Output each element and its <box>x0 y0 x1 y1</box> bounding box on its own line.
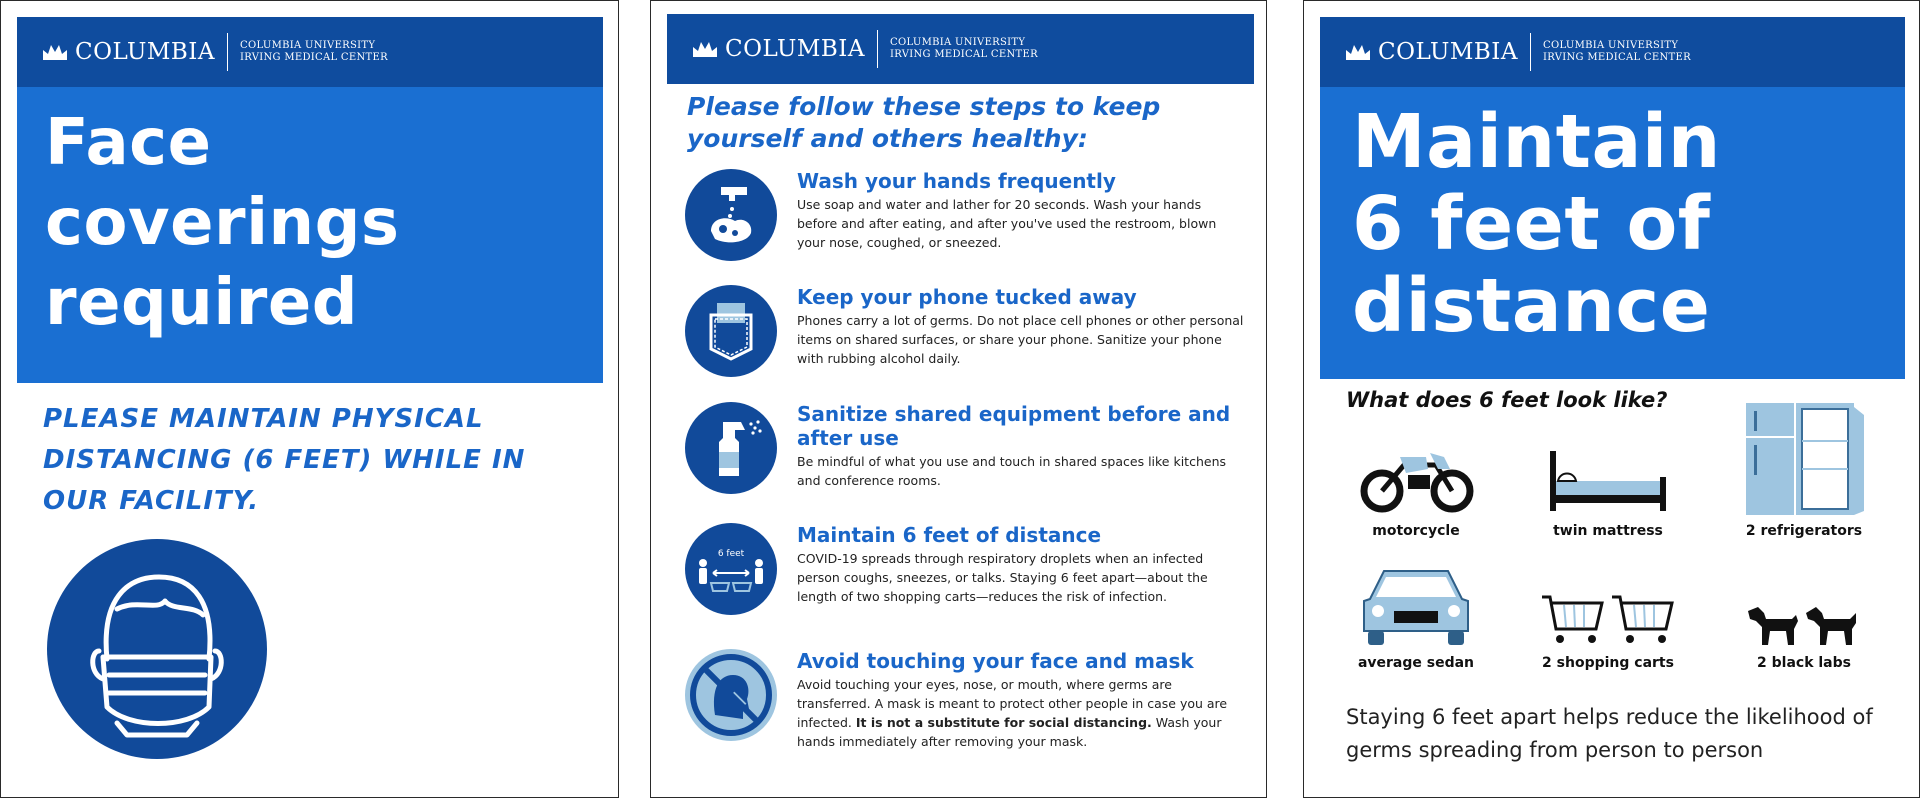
step-heading: Keep your phone tucked away <box>797 285 1137 309</box>
step-text <box>797 169 1245 252</box>
six-feet-question: What does 6 feet look like? <box>1346 388 1668 412</box>
brand-subtitle <box>1543 40 1691 64</box>
brand-subtitle <box>240 40 388 64</box>
header-divider <box>1530 33 1531 71</box>
crown-icon <box>1344 42 1372 62</box>
columbia-header <box>17 17 603 87</box>
item-label: 2 shopping carts <box>1542 655 1674 671</box>
columbia-header <box>667 14 1254 84</box>
item-label: motorcycle <box>1372 523 1460 539</box>
step-body: Be mindful of what you use and touch in shared spaces like kitchens and conference rooms. <box>797 454 1227 488</box>
step-text <box>797 649 1245 751</box>
step-phone-away <box>685 285 1245 385</box>
six-feet-label: 6 feet <box>717 549 745 559</box>
item-sedan <box>1326 563 1506 671</box>
title-band <box>1320 87 1905 379</box>
step-body-text-end: Wash your hands immediately after removing your mask. <box>797 715 1222 749</box>
bed-icon <box>1544 439 1672 517</box>
brand-subtitle-line1: COLUMBIA UNIVERSITY <box>240 40 376 51</box>
item-refrigerators <box>1714 401 1894 539</box>
title-band <box>17 87 603 383</box>
no-face-touch-icon <box>685 649 777 741</box>
poster-health-steps <box>650 0 1267 798</box>
step-avoid-face <box>685 649 1245 779</box>
item-twin-mattress <box>1518 439 1698 539</box>
step-body-text: Avoid touching your eyes, nose, or mouth, where germs are transferred. A mask is meant to protect other people in case you are infected. <box>797 677 1228 730</box>
six-feet-footer: Staying 6 feet apart helps reduce the likelihood of germs spreading from person to person <box>1346 705 1873 762</box>
brand-name: COLUMBIA <box>1378 39 1519 65</box>
refrigerator-icon <box>1740 401 1868 517</box>
item-black-labs <box>1714 601 1894 671</box>
brand-subtitle-line2: IRVING MEDICAL CENTER <box>890 49 1038 60</box>
step-heading: Avoid touching your face and mask <box>797 649 1194 673</box>
brand-name: COLUMBIA <box>725 36 866 62</box>
step-body: COVID-19 spreads through respiratory droplets when an infected person coughs, sneezes, or talks. Staying 6 feet apart—about the length of two shopping carts—reduces the risk of infection. <box>797 551 1208 604</box>
header-divider <box>877 30 878 68</box>
motorcycle-icon <box>1356 439 1476 517</box>
step-heading: Wash your hands frequently <box>797 169 1116 193</box>
header-divider <box>227 33 228 71</box>
step-text <box>797 285 1245 368</box>
step-body <box>797 675 1245 751</box>
distancing-notice: PLEASE MAINTAIN PHYSICAL DISTANCING (6 FEET) WHILE IN OUR FACILITY. <box>43 404 526 516</box>
step-heading: Sanitize shared equipment before and after use <box>797 402 1231 450</box>
brand-subtitle <box>890 37 1038 61</box>
item-shopping-carts <box>1518 591 1698 671</box>
steps-title: Please follow these steps to keep yourself and others healthy: <box>687 92 1161 153</box>
car-icon <box>1356 563 1476 649</box>
brand-subtitle-line2: IRVING MEDICAL CENTER <box>1543 52 1691 63</box>
crown-icon <box>691 39 719 59</box>
shopping-cart-icon <box>1538 591 1678 649</box>
hand-washing-icon <box>685 169 777 261</box>
item-label: twin mattress <box>1553 523 1663 539</box>
dog-icon <box>1744 601 1864 649</box>
item-label: 2 refrigerators <box>1745 523 1863 539</box>
brand-subtitle-line2: IRVING MEDICAL CENTER <box>240 52 388 63</box>
step-text <box>797 402 1245 490</box>
step-text <box>797 523 1245 606</box>
item-motorcycle <box>1326 439 1506 539</box>
step-sanitize <box>685 402 1245 502</box>
item-label: average sedan <box>1357 655 1475 671</box>
poster-title: Maintain 6 feet of distance <box>1352 99 1721 349</box>
columbia-header <box>1320 17 1905 87</box>
item-label: 2 black labs <box>1757 655 1851 671</box>
brand-subtitle-line1: COLUMBIA UNIVERSITY <box>1543 40 1679 51</box>
face-mask-icon <box>47 539 267 759</box>
step-body: Phones carry a lot of germs. Do not place cell phones or other personal items on shared surfaces, or share your phone. Sanitize your phone with rubbing alcohol daily. <box>797 313 1244 366</box>
brand-subtitle-line1: COLUMBIA UNIVERSITY <box>890 37 1026 48</box>
poster-face-coverings <box>0 0 619 798</box>
crown-icon <box>41 42 69 62</box>
step-wash-hands <box>685 169 1245 269</box>
step-body-emphasis: It is not a substitute for social distancing. <box>855 715 1152 730</box>
step-distance <box>685 523 1245 633</box>
phone-pocket-icon <box>685 285 777 377</box>
spray-bottle-icon <box>685 402 777 494</box>
poster-six-feet <box>1303 0 1920 798</box>
poster-title: Face coverings required <box>45 106 400 340</box>
brand-name: COLUMBIA <box>75 39 216 65</box>
step-heading: Maintain 6 feet of distance <box>797 523 1102 547</box>
step-body: Use soap and water and lather for 20 seconds. Wash your hands before and after eating, and after you've used the restroom, blown your nose, coughed, or sneezed. <box>797 197 1217 250</box>
distance-people-icon <box>685 523 777 615</box>
